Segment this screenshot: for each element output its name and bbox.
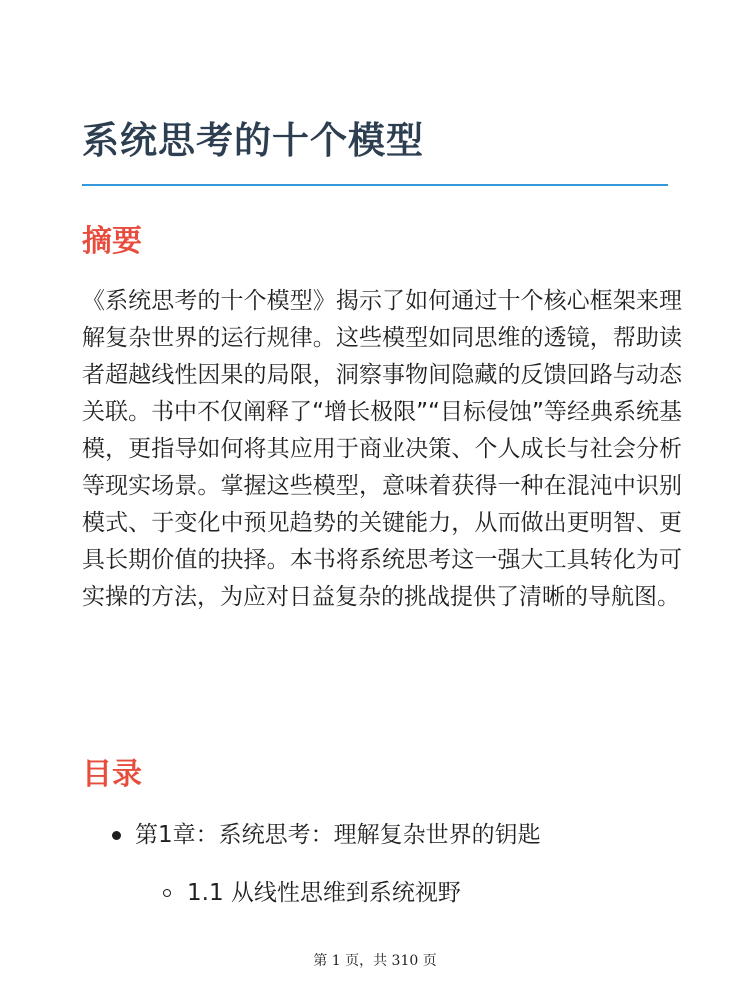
abstract-heading: 摘要 (82, 224, 142, 259)
toc-section-label: 1.1 从线性思维到系统视野 (187, 880, 461, 906)
toc-chapter-label: 第1章：系统思考：理解复杂世界的钥匙 (135, 822, 541, 848)
toc-section-item[interactable] (163, 873, 461, 913)
title-divider (82, 184, 668, 186)
page-number-footer: 第 1 页，共 310 页 (313, 953, 437, 969)
abstract-paragraph: 《系统思考的十个模型》揭示了如何通过十个核心框架来理解复杂世界的运行规律。这些模型如同思维的透镜，帮助读者超越线性因果的局限，洞察事物间隐藏的反馈回路与动态关联。书中不仅阐释了“增长极限”“目标侵蚀”等经典系统基模，更指导如何将其应用于商业决策、个人成长与社会分析等现实场景。掌握这些模型，意味着获得一种在混沌中识别模式、于变化中预见趋势的关键能力，从而做出更明智、更具长期价值的抉择。本书将系统思考这一强大工具转化为可实操的方法，为应对日益复杂的挑战提供了清晰的导航图。 (82, 288, 682, 610)
document-title: 系统思考的十个模型 (82, 119, 424, 162)
bullet-disc-icon (112, 831, 121, 840)
bullet-circle-icon (163, 889, 171, 897)
toc-heading: 目录 (82, 757, 142, 792)
toc-chapter-item[interactable] (112, 815, 541, 855)
